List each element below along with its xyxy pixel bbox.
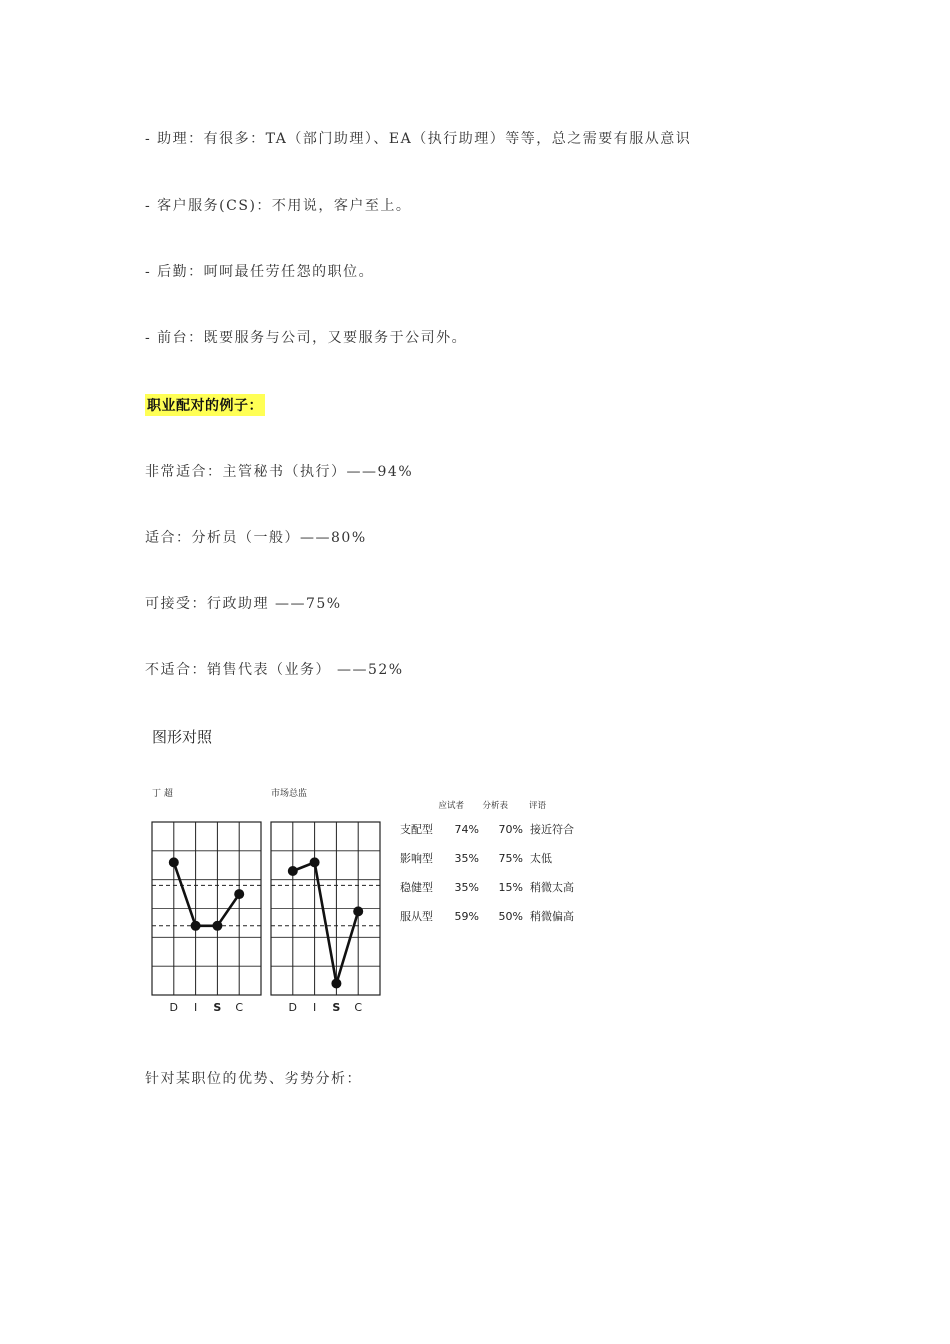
match-heading: 职业配对的例子： — [145, 394, 265, 416]
data-point — [310, 857, 320, 867]
data-point — [191, 921, 201, 931]
table-analysis-cell: 70% — [498, 823, 523, 836]
table-header: 分析表 — [482, 801, 508, 811]
table-analysis-cell: 50% — [498, 910, 523, 923]
series-line — [174, 862, 239, 925]
match-unsuitable: 不适合：销售代表（业务） ——52% — [145, 662, 404, 678]
chart-title: 市场总监 — [271, 789, 308, 799]
role-front-desk: - 前台：既要服务与公司，又要服务于公司外。 — [145, 330, 468, 346]
table-candidate-cell: 35% — [454, 852, 479, 865]
match-acceptable: 可接受：行政助理 ——75% — [145, 596, 342, 612]
table-candidate-cell: 59% — [454, 910, 479, 923]
match-very-suitable: 非常适合：主管秘书（执行）——94% — [145, 464, 414, 480]
footer-text: 针对某职位的优势、劣势分析： — [145, 1071, 362, 1087]
x-tick-label: S — [213, 1001, 222, 1014]
x-tick-label: D — [169, 1001, 179, 1014]
series-line — [293, 862, 358, 983]
table-candidate-cell: 74% — [454, 823, 479, 836]
data-point — [288, 866, 298, 876]
table-analysis-cell: 15% — [498, 881, 523, 894]
table-comment-cell: 太低 — [530, 852, 552, 865]
disc-comparison-figure — [140, 780, 600, 1025]
table-comment-cell: 稍微偏高 — [530, 910, 574, 923]
x-tick-label: C — [354, 1001, 363, 1014]
data-point — [212, 921, 222, 931]
data-point — [331, 978, 341, 988]
x-tick-label: D — [288, 1001, 298, 1014]
role-assistant: - 助理：有很多：TA（部门助理）、EA（执行助理）等等，总之需要有服从意识 — [145, 131, 692, 147]
table-comment-cell: 稍微太高 — [530, 881, 574, 894]
match-suitable: 适合：分析员（一般）——80% — [145, 530, 367, 546]
role-logistics: - 后勤：呵呵最任劳任怨的职位。 — [145, 264, 375, 280]
table-header: 应试者 — [438, 801, 464, 811]
data-point — [353, 906, 363, 916]
table-comment-cell: 接近符合 — [530, 823, 574, 836]
figure-title: 图形对照 — [152, 728, 213, 746]
role-customer-service: - 客户服务(CS)：不用说，客户至上。 — [145, 198, 412, 214]
x-tick-label: I — [193, 1001, 198, 1014]
table-header: 评语 — [529, 801, 547, 811]
table-candidate-cell: 35% — [454, 881, 479, 894]
table-type-cell: 稳健型 — [400, 881, 433, 894]
table-type-cell: 服从型 — [400, 910, 433, 923]
table-type-cell: 影响型 — [400, 852, 433, 865]
table-type-cell: 支配型 — [400, 823, 433, 836]
chart-title: 丁 超 — [152, 789, 173, 799]
data-point — [234, 889, 244, 899]
table-analysis-cell: 75% — [498, 852, 523, 865]
x-tick-label: I — [312, 1001, 317, 1014]
data-point — [169, 857, 179, 867]
x-tick-label: S — [332, 1001, 341, 1014]
x-tick-label: C — [235, 1001, 244, 1014]
